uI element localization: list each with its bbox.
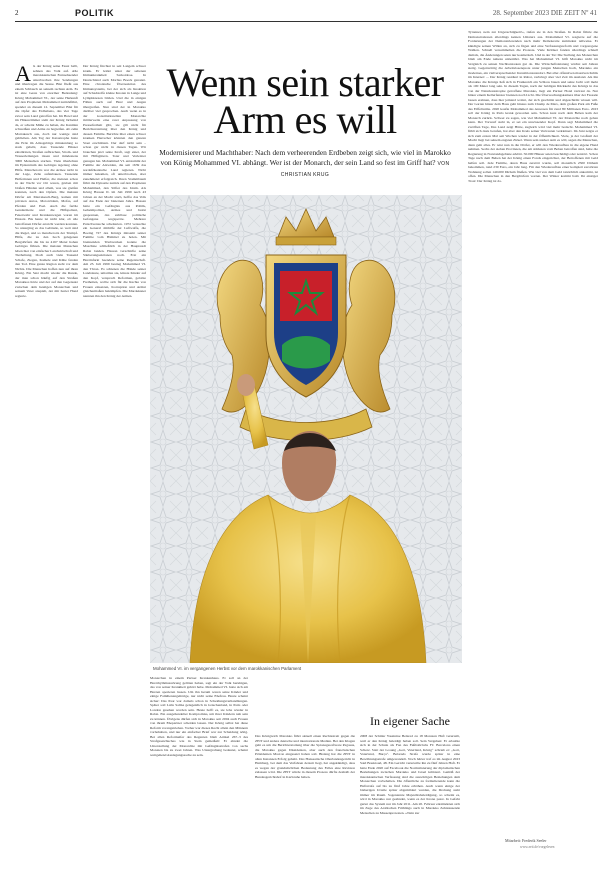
drop-cap: A <box>15 64 31 86</box>
section-title: POLITIK <box>75 8 114 18</box>
headline-line-2: Arm es will <box>213 97 397 142</box>
deck <box>155 148 455 181</box>
footer-url: www.zeit.de/vorgelesen <box>520 845 555 849</box>
column-1-text: ls der König seine Faust ballt, sehnen das Volk auf. Alle marokkanischen Fernsehsender unterbrechen ihre Sendungen und übertragen die Szene. Blut fließt aus einem Schlauch an seinem rechten Arm. Es ist eine Geste von enormer Bedeutung: König Mohammed VI., der seine Herkunft auf den Propheten Mohammed zurückführt, spendet an diesem 12. September Blut für die Opfer des Erdbebens, das vier Tage zuvor sein Land getroffen hat. Im Hotel und im Hinterzimmer steht der König lächelnd da, er scheint Mühe zu haben, die Kanülen schweißen und Arme zu begreifen. Ab zehn Marrakesch aus, doch nur wenige sind geblieben. Am Tag der Katastrophe hatte die Erde im Atlasgebirge minutenlang so stark gebebt, dass Tausende Häuser einstürzten, Straßen aufbrachen, Strom- und Wasserleitungen rissen und mindestens 3000 Menschen starben. Viele überlebten im Epizentrum des Gebirges tagelang ohne Hilfe. Mancherorts war die Armee nicht in der Lage, Zelte aufzubauen. Tausende Helferinnen und Helfer, die meisten schon in der Nacht vor Ort waren, gruben mit bloßen Händen und allem, was sie greifen konnten, nach den Opfern. Die meisten Dörfer am Marrakesch-Berg, kamen mit privaten Autos, Motorrädern, Mofas, auf Pferden und Esel. Auch die fertile Gendarmerie und die Hilfspolizei, Feuerwehr und Krankenwagen waren im Einsatz. Bis heute ist nicht klar, ob alle betroffenen Dörfer erreicht werden konnten. So unterging es das Gebäude, so weit sind die Regel, und so mancherorts der Trumpf-Hilfe, die zu den hoch gelegenen Bergdörfern die bis zu 4167 Meter hohen Gebirges führen. Die meisten Menschen leben hier von einfacher Landwirtschaft und Tierhaltung. Doch auch viele Tausend Schafe, Ziegen, Kamele und Kühe fanden den Tod. Eine ganze Region steht vor dem Nichts. Die Menschen hoffen nun auf ihren König. Ein Satz macht wieder die Runde, der man schon häufig auf den Straßen Marokkos hörte und der auf den Gegensatz zwischen dem heutigen Monarchen und seinem Vater anspielt, der mit harter Hand regierte. <box>15 64 78 298</box>
column-6-text: Tyrannei, nein zur Ungerechtigkeit!«, riefen sie in den Straßen. In Rabat führte die Demonstrationen allerdings keinen Umsturz aus. Mohammed VI. reagierte auf die Forderungen der Demonstrierenden nach mehr Demokratie zumindest teilweise. Er kündigte seinen Willen an, sich zu fügen und eine Verfassungsreform und vorgezogene Wahlen. Schnell versammelten die Proteste. Viele Kritiker fanden allerdings schnell damals, die Änderungen seien nur kosmetisch. Und in der Tat: Die Stellung des Monarchen blieb am Ende nahezu unberührt. Was hat Mohammed VI. hilft Marokko nicht im Vergleich zu seinen Nachbarstaaten gut da. Die Wirtschaftsleistung wächst seit Jahren stetig. Gegenwärtig die Arbeitslosenquote unter jungen Menschen hoch, Marokko ein modernes, ein vielversprechender Investitionsstandort. Bei aller offensiven massiven Kritik im Internet: ... Der König residiert in Rabat, verbringt aber viel Zeit im Ausland. Als ihn Marokko die Könige ließ sich in Frankreich ein Schloss bauen und seine Jacht soll mehr als 100 Meter lang sein. In diesem Tagen, nach der baldigen Rückkehr des Königs in das von der Naturkatastrophe getroffene Marokko, liegt ein Pariser Hotel vertraut da. Nur hinter einem Kellerfenster brennen noch Licht. Die Überwachungskamera über der Fassade lassen erahnen, dass hier jemand wohnt, der sich geschützt und abgeschirmt wissen will. Der Garten hinter dem Haus geht hinaus zum Champ de Mars, dem großen Park am Fuße des Eiffelturms. 2020 kaufte Mohammed das Anwesen für rund 80 Millionen Euro. 2023 soll der König in Paris krank geworden sein. Schon kurz nach dem Beben kam der Monarch zurück. Schwer zu sagen, wie viel Mohammed VI. der Monarchie noch geben kann. <box>468 30 598 124</box>
article-column-2 <box>83 64 146 854</box>
king-photo <box>150 195 462 663</box>
byline: VON CHRISTIAN KRUG <box>280 160 450 179</box>
credit-line: Mitarbeit: Frederik Seeler <box>505 838 547 843</box>
article-column-5 <box>360 734 460 854</box>
box-subhead: In eigener Sache <box>370 714 450 728</box>
issue-info: 28. September 2023 DIE ZEIT Nº 41 <box>492 9 597 17</box>
column-3-text: Monarchen in einem Pariser Krankenhaus. Er soll an der Herzrhythmusstörung gelitten haben, sagt ein der Volk beruhigen, das von seiner Krankheit gehört habe. Mohammed VI. hatte sich am Herzen operieren lassen. Um ihn herum waren seine Kinder und einige Familienangehörige, nur nicht seine Ehefrau. Heute scheint sicher: Das Paar war damals schon in Scheidungsverhandlungen. Später soll Lalla Salma gelegentlich in Griechenland, in Paris oder London gesehen worden sein. Heute hofft es, sie lebe wieder in Rabat. Ein ausgehandelter Kompromiss, um ihrer Kindern nah sein zu können. Übrigens dürfen sich in Marokko seit 2004 auch Frauen von ihrem Ehepartner scheiden lassen. Der König selbst hat diese Reform vorangetrieben. Vorher war dieses Recht allein den Männern vorbehalten, und nur ein einfacher Brief war zur Scheidung nötig. Bei allen Reformeifer des Regenten blieb Artikel 267–3 des Strafgesetzbuches wie in Stein gemeißelt: Er ahndet die Unterstellung der Monarchie mit Gefängnisstrafen von sechs Monaten bis zu zwei Jahren. Was Untergrabung bedeutet, scheint weitgehend Auslegungssache zu sein. <box>150 676 248 757</box>
deck-text: Modernisierer und Machthaber: Nach dem verheerenden Erdbeben zeigt sich, wie viel in Marokko von König Mohammed VI. abhängt. Wer ist der Monarch, der sein Land so fest im Griff hat? <box>159 148 451 167</box>
article-column-4 <box>255 734 355 854</box>
raised-hand <box>237 374 255 396</box>
column-7-text: Der Vorwurf steht in, er sei ein unwissender Kopf. Dann sagt Mohammed die zwölften Tage, Das Land zeigt Härte, zugleich wird viel mehr bedacht. Mohammed VI. fühlt sich dazu berufen, hat aber den Kreis seiner Vertrauten verkleinert. Im Juni zeigte er sich zum ersten Mal seit Wochen wieder in der Öffentlichkeit. Viele, ja der Großteil der Macht liegt bei seinem engsten Zirkel. Wenn sein starker Arm es will, sagen die Menschen, dann geht alles. Er reist nun in die Dörfer, er will den Wiederaufbau in die eigene Hand nehmen. Sechs der sieben Provinzen, die am stärksten vom Beben betroffen sind, habe die Regierung in Notstandsgebiete erklärt. 50.000 Häuser seien beschädigt oder zerstört. Schon Tage nach dem Beben hat der König einen Fonds eingerichtet, der Betroffenen mit Geld helfen soll. Jede Familie, deren Haus zerstört wurde, soll monatlich 2500 Dirham bekommen, rund 230 Euro, ein Jahr lang. Für den Wiederaufbau einer komplett zerstörten Wohnung sollen 140.000 Dirham fließen. Wie viel von dem Geld tatsächlich ankommt, ist offen. Die Menschen in den Bergdörfern warten. Der Winter kommt bald. Ihr einziger Trost: Der König ist da. <box>468 120 598 183</box>
column-4-text: Das Königreich Marokko führt aktuell einen Rechtsstreit gegen die ZEIT und andere deutsche und internationale Medien. Bei den Klagen geht es um die Berichterstattung über die Spionagesoftware Pegasus, die Marokko gegen Dissidenten, aber auch den französischen Präsidenten Macron eingesetzt haben soll. Bislang hat die ZEIT in allen Instanzen Erfolg gehabt. Das Hanseatische Oberlandesgericht in Hamburg, bei dem das Verfahren derzeit liegt, hat angekündigt, dass es wegen der grundsätzlichen Bedeutung des Falles eine Revision zulassen wird. Die ZEIT würde in diesem Prozess dürfte deshalb der Bundesgerichtshof in Karlsruhe haben. <box>255 734 355 779</box>
article-column-3 <box>150 676 248 854</box>
headline-line-1: Wenn sein starker <box>166 60 444 105</box>
headline <box>150 60 460 142</box>
photo-caption: Mohammed VI. im vergangenen Herbst vor dem marokkanischen Parlament <box>153 666 302 671</box>
header-divider <box>15 21 597 22</box>
article-column-6 <box>468 30 598 830</box>
article-column-1 <box>15 64 78 854</box>
column-5-text: 2008 der Schüler Yassinine Belarad zu 18 Monaten Haft verurteilt, weil er den König beleidigt haben soll. Sein Vergehen: Er erlaubte sich in der Schule als Fan des Fußballclubs FC Barcelona einen Scherz. Statt der Losung „Gott, Vaterland, König“ schrieb er: „Gott, Vaterland, Barça“. Belarads Strafe wurde später in eine Bewährungsstrafe umgewandelt. Noch härter traf es im August 2023 Said Boukioud, 48. Ein Gericht verurteilte ihn zu fünf Jahren Haft. Er hatte Ende 2020 auf Facebook die Normalisierung der diplomatischen Beziehungen zwischen Marokko und Israel kritisiert. Gemäß der marokkanischen Verfassung sind die auswärtigen Beziehungen dem Monarchen vorbehalten. Die öffentliche zu formulierende kann die Haftstrafe auf bis zu fünf Jahre erhöhen. Auch wenn einige der bisherigen Urteile später abgemildert wurden, die Drohung steht immer im Raum. Sogenannte Majestätsbeleidigung, so scheint es, wird in Marokko nur geahndet, wenn es der Krone passt. In Gefahr geriet das System nur im Jahr 2011. Am 20. Februar entzündeten sich im Zuge des Arabischen Frühlings auch in Marokko Zehntausende Menschen zu Massenprotesten. »Nein zur <box>360 734 460 815</box>
column-2-text: Der König fürchtet in seit Langem schwer krank. Er leidet unter der seltenen Immunkrankheit Sarkoidose. In Deutschland auch Morbus Boeck genannt. Eine chronische Überreaktion des Immunsystems, bei der sich als Reaktion auf Schadstoffe kleine Knoten in Lunge und Lymphknoten bilden. Und die in einigen Fällen auch auf Herz und Augen übergreifen. Nun sind der in Marokko darüber viel gesprochen. Auch wenn es in der konstitutionellen Monarchie mittlerweile eine rarer Anpassung von Pressefreiheit gibt, sie gilt nicht für Berichterstattung über den König und dessen Familie. Berichte über einen schwer kranken Herrscher könnten den ganzen Staat erschüttern. Der darf nicht sein – schon gar nicht in diesen Tagen. Wir brauchen jetzt seine Kraft, sagt einer, der mit Hilfsgütern. Toter und Verletzter genugen hat. Mohammed VI. entstammt der Familie der Alawiden, die seit 1639 das nordafrikanische Land regieren. Nicht immer bekamen, oft unterbrochen, aber zunehmend erfolgreich. Ihren Stammbaum führt die Dynastie zurück auf den Propheten Mohammed, den Stifter des Islam. Als König Hassan II. im Juli 1999 nach 43 Jahren an der Macht starb, hoffte das Volk auf das Ende der bleiernen Jahre. Hassan hatte ein Gefängnis aus Politik, Geheimpolizei, Armee und Justiz gesponnen, das zahllose politische Gefangene wegsperrte. Mehrere Putschversuche scheiterten. 1972 versuchte ein General mithilfe der Luftwaffe, die Boeing 727 des Königs mitsamt seiner Familie vom Himmel zu holen. Mit brennenden Triebwerken konnte die Maschine schließlich in der Hauptstadt Rabat landen. Hassan verschärfte seine Säuberungsaktionen noch. Erst ein Herzinfarkt beendete seine Regentschaft. Am 23. Juli 1999 bestieg Mohammed VI. den Thron. Es schienen die Hände seiner Landsleute, umarmte sie, küsste Kinder auf den Kopf, versprach Reformen, gelobte Freiheiten, wollte sich für die Rechte von Frauen einsetzen, Korruption und Armut gleichermaßen bekämpfen. Die Marokkaner nannten ihn den König der Armen. <box>83 64 146 298</box>
page-header <box>15 6 597 20</box>
page-number: 2 <box>15 9 19 17</box>
